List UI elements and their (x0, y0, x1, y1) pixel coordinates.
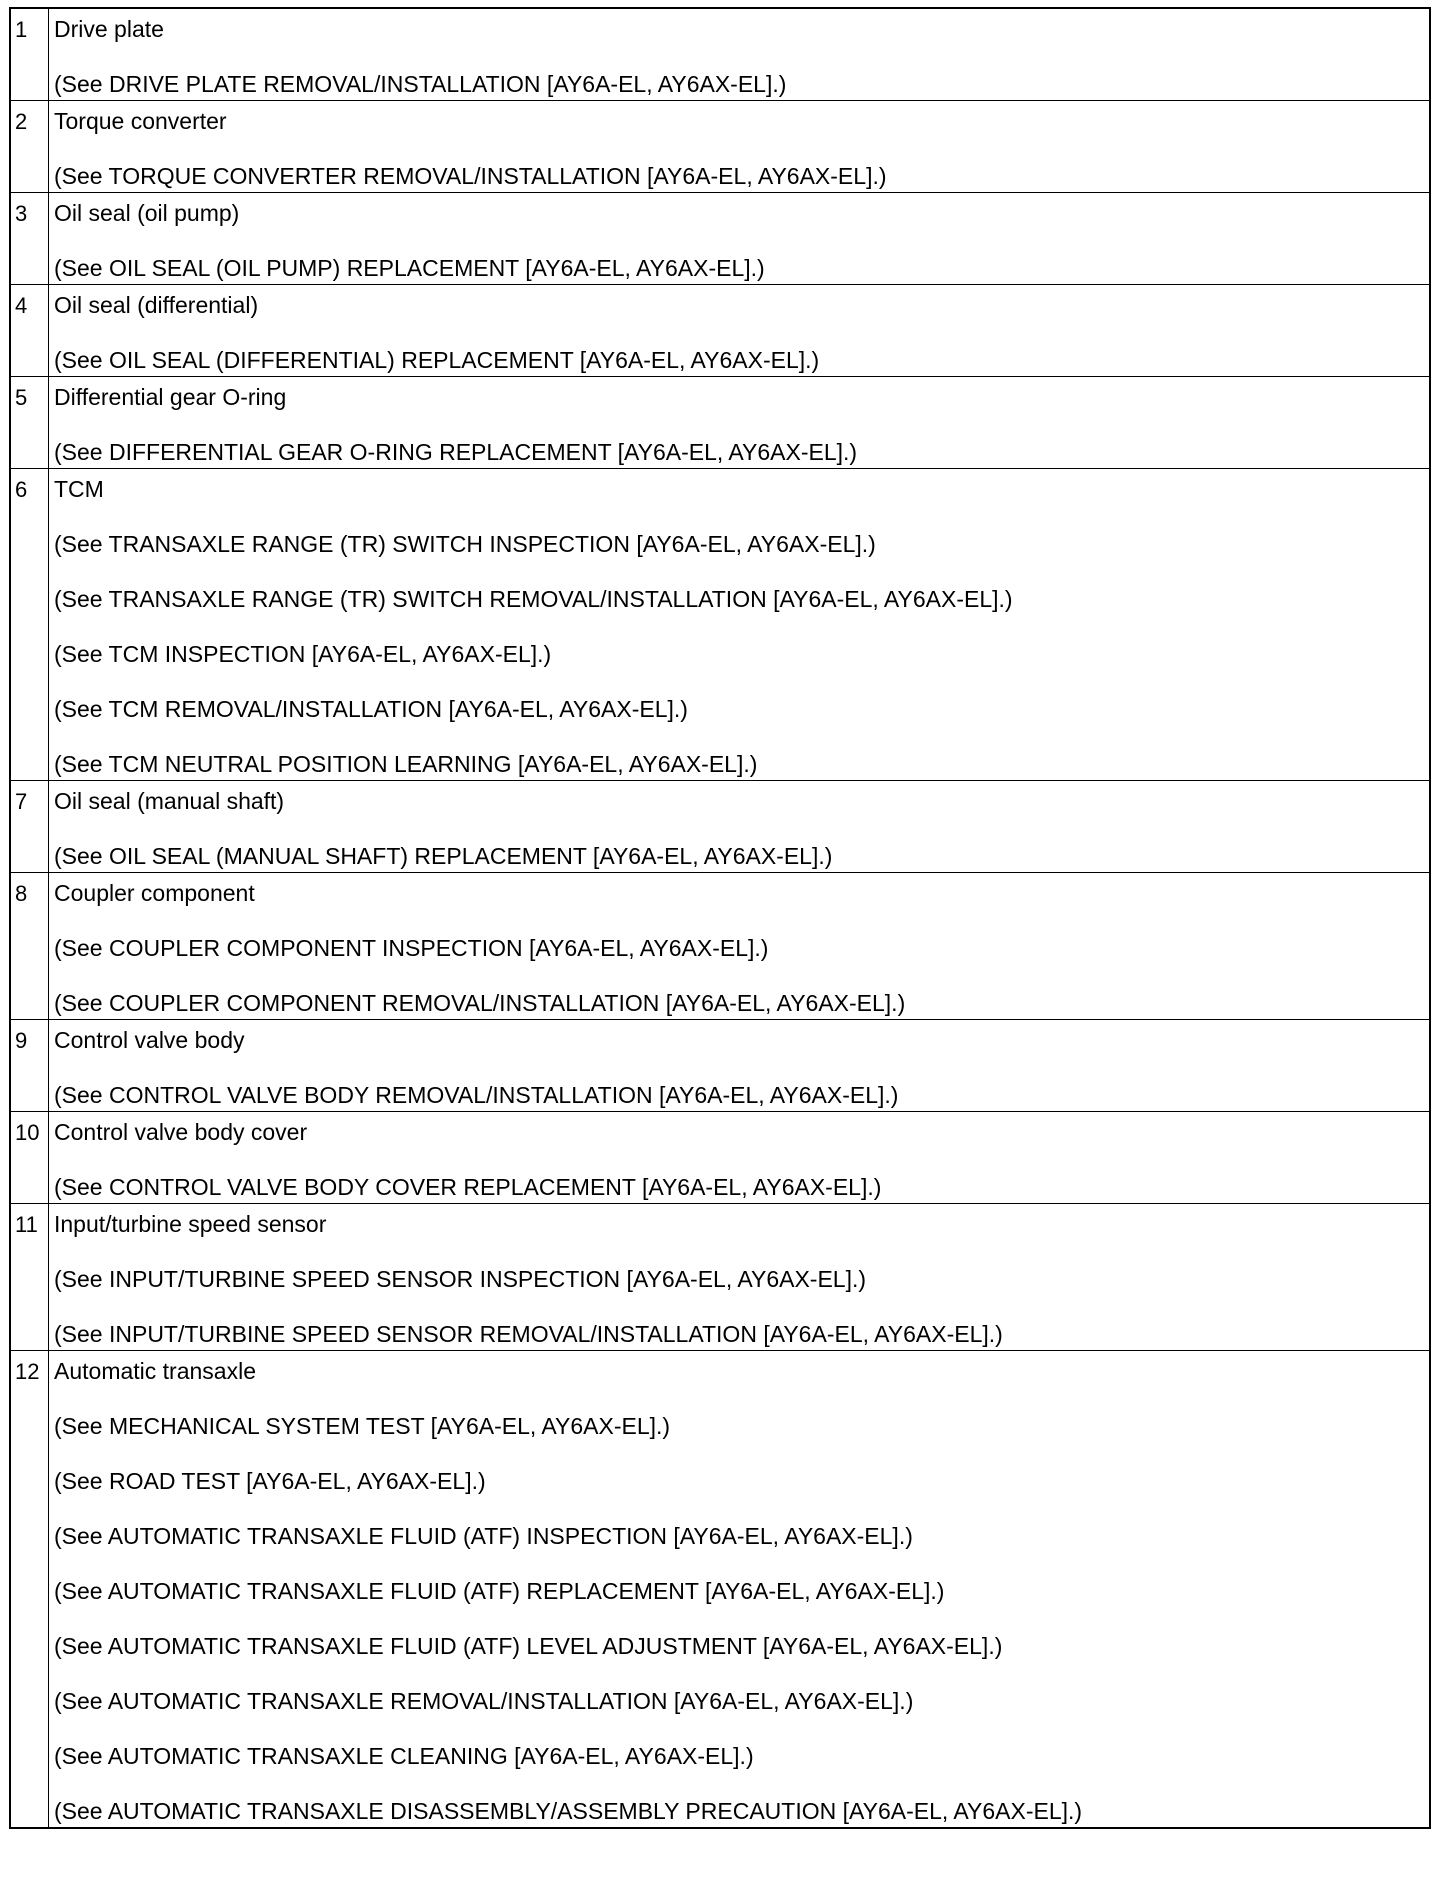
item-content-cell (49, 8, 1431, 101)
reference-link[interactable]: (See AUTOMATIC TRANSAXLE FLUID (ATF) LEVEL ADJUSTMENT [AY6A-EL, AY6AX-EL].) (54, 1633, 1003, 1659)
table-row (10, 873, 1430, 1020)
item-content-cell (49, 193, 1431, 285)
table-row (10, 1112, 1430, 1204)
item-number: 12 (10, 1351, 49, 1829)
item-content-cell (49, 1020, 1431, 1112)
item-content-cell (49, 1351, 1431, 1829)
item-number: 1 (10, 8, 49, 101)
reference-link[interactable]: (See OIL SEAL (OIL PUMP) REPLACEMENT [AY6A-EL, AY6AX-EL].) (54, 255, 765, 281)
reference-link[interactable]: (See OIL SEAL (DIFFERENTIAL) REPLACEMENT [AY6A-EL, AY6AX-EL].) (54, 347, 820, 373)
reference-link[interactable]: (See INPUT/TURBINE SPEED SENSOR INSPECTION [AY6A-EL, AY6AX-EL].) (54, 1266, 867, 1292)
table-row (10, 469, 1430, 781)
reference-link[interactable]: (See TCM NEUTRAL POSITION LEARNING [AY6A-EL, AY6AX-EL].) (54, 751, 758, 777)
item-number: 10 (10, 1112, 49, 1204)
reference-link[interactable]: (See TCM REMOVAL/INSTALLATION [AY6A-EL, AY6AX-EL].) (54, 696, 688, 722)
reference-link[interactable]: (See MECHANICAL SYSTEM TEST [AY6A-EL, AY6AX-EL].) (54, 1413, 671, 1439)
reference-link[interactable]: (See COUPLER COMPONENT REMOVAL/INSTALLATION [AY6A-EL, AY6AX-EL].) (54, 990, 906, 1016)
reference-link[interactable]: (See CONTROL VALVE BODY REMOVAL/INSTALLATION [AY6A-EL, AY6AX-EL].) (54, 1082, 899, 1108)
table-row (10, 101, 1430, 193)
item-title: Drive plate (54, 16, 164, 42)
reference-link[interactable]: (See AUTOMATIC TRANSAXLE DISASSEMBLY/ASSEMBLY PRECAUTION [AY6A-EL, AY6AX-EL].) (54, 1798, 1083, 1824)
component-table-body (10, 8, 1430, 1828)
reference-link[interactable]: (See COUPLER COMPONENT INSPECTION [AY6A-EL, AY6AX-EL].) (54, 935, 769, 961)
item-title: Automatic transaxle (54, 1358, 256, 1384)
item-number: 7 (10, 781, 49, 873)
component-table (9, 7, 1431, 1829)
item-content-cell (49, 1204, 1431, 1351)
reference-link[interactable]: (See TRANSAXLE RANGE (TR) SWITCH INSPECTION [AY6A-EL, AY6AX-EL].) (54, 531, 876, 557)
item-title: Oil seal (differential) (54, 292, 259, 318)
item-title: Differential gear O-ring (54, 384, 287, 410)
reference-link[interactable]: (See INPUT/TURBINE SPEED SENSOR REMOVAL/INSTALLATION [AY6A-EL, AY6AX-EL].) (54, 1321, 1003, 1347)
item-number: 8 (10, 873, 49, 1020)
item-title: Coupler component (54, 880, 255, 906)
reference-link[interactable]: (See AUTOMATIC TRANSAXLE CLEANING [AY6A-EL, AY6AX-EL].) (54, 1743, 754, 1769)
item-content-cell (49, 873, 1431, 1020)
reference-link[interactable]: (See ROAD TEST [AY6A-EL, AY6AX-EL].) (54, 1468, 486, 1494)
reference-link[interactable]: (See AUTOMATIC TRANSAXLE REMOVAL/INSTALLATION [AY6A-EL, AY6AX-EL].) (54, 1688, 914, 1714)
item-title: Oil seal (oil pump) (54, 200, 240, 226)
item-number: 4 (10, 285, 49, 377)
item-title: Control valve body cover (54, 1119, 308, 1145)
table-row (10, 1351, 1430, 1829)
item-title: TCM (54, 476, 104, 502)
item-content-cell (49, 469, 1431, 781)
reference-link[interactable]: (See AUTOMATIC TRANSAXLE FLUID (ATF) INSPECTION [AY6A-EL, AY6AX-EL].) (54, 1523, 913, 1549)
item-title: Oil seal (manual shaft) (54, 788, 285, 814)
reference-link[interactable]: (See OIL SEAL (MANUAL SHAFT) REPLACEMENT [AY6A-EL, AY6AX-EL].) (54, 843, 833, 869)
table-row (10, 377, 1430, 469)
reference-link[interactable]: (See DIFFERENTIAL GEAR O-RING REPLACEMENT [AY6A-EL, AY6AX-EL].) (54, 439, 858, 465)
reference-link[interactable]: (See TRANSAXLE RANGE (TR) SWITCH REMOVAL/INSTALLATION [AY6A-EL, AY6AX-EL].) (54, 586, 1013, 612)
table-row (10, 781, 1430, 873)
table-row (10, 285, 1430, 377)
reference-link[interactable]: (See TORQUE CONVERTER REMOVAL/INSTALLATION [AY6A-EL, AY6AX-EL].) (54, 163, 887, 189)
item-content-cell (49, 1112, 1431, 1204)
reference-link[interactable]: (See TCM INSPECTION [AY6A-EL, AY6AX-EL].) (54, 641, 552, 667)
item-number: 9 (10, 1020, 49, 1112)
item-title: Control valve body (54, 1027, 245, 1053)
item-content-cell (49, 285, 1431, 377)
table-row (10, 8, 1430, 101)
item-title: Torque converter (54, 108, 227, 134)
reference-link[interactable]: (See CONTROL VALVE BODY COVER REPLACEMENT [AY6A-EL, AY6AX-EL].) (54, 1174, 882, 1200)
item-number: 5 (10, 377, 49, 469)
reference-link[interactable]: (See DRIVE PLATE REMOVAL/INSTALLATION [AY6A-EL, AY6AX-EL].) (54, 71, 787, 97)
table-row (10, 193, 1430, 285)
item-title: Input/turbine speed sensor (54, 1211, 327, 1237)
table-row (10, 1204, 1430, 1351)
item-content-cell (49, 101, 1431, 193)
table-row (10, 1020, 1430, 1112)
item-number: 6 (10, 469, 49, 781)
item-number: 11 (10, 1204, 49, 1351)
item-content-cell (49, 781, 1431, 873)
item-number: 2 (10, 101, 49, 193)
item-content-cell (49, 377, 1431, 469)
reference-link[interactable]: (See AUTOMATIC TRANSAXLE FLUID (ATF) REPLACEMENT [AY6A-EL, AY6AX-EL].) (54, 1578, 945, 1604)
item-number: 3 (10, 193, 49, 285)
